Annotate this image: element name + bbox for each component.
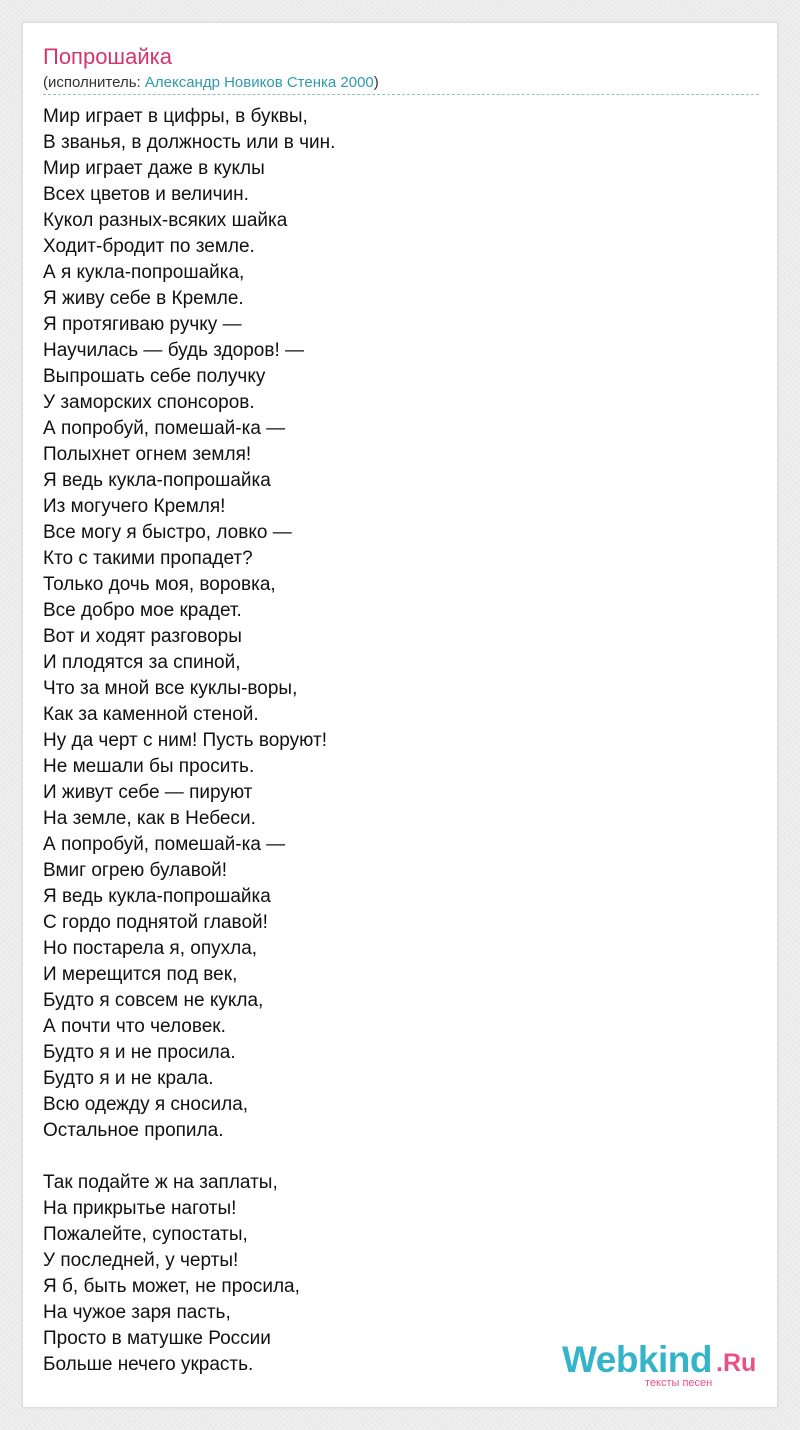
stanza-gap	[43, 1144, 743, 1170]
lyric-line: С гордо поднятой главой!	[43, 912, 268, 933]
lyrics-stanza-1	[43, 104, 743, 1144]
lyric-line: У заморских спонсоров.	[43, 392, 255, 413]
logo-tld: .Ru	[716, 1349, 757, 1377]
lyric-line: А попробуй, помешай-ка —	[43, 834, 286, 855]
lyric-line: Всех цветов и величин.	[43, 184, 249, 205]
lyric-line: Вот и ходят разговоры	[43, 626, 242, 647]
lyric-line: На земле, как в Небеси.	[43, 808, 256, 829]
lyric-line: Будто я и не крала.	[43, 1068, 214, 1089]
lyric-line: Мир играет даже в куклы	[43, 158, 265, 179]
title-divider	[43, 94, 759, 95]
lyric-line: Кукол разных-всяких шайка	[43, 210, 288, 231]
lyrics-card	[22, 22, 778, 1408]
lyric-line: Всю одежду я сносила,	[43, 1094, 249, 1115]
lyric-line: А почти что человек.	[43, 1016, 226, 1037]
lyrics-text	[43, 104, 743, 1378]
lyric-line: Я б, быть может, не просила,	[43, 1276, 300, 1297]
lyric-line: Как за каменной стеной.	[43, 704, 259, 725]
lyric-line: В званья, в должность или в чин.	[43, 132, 336, 153]
lyric-line: Полыхнет огнем земля!	[43, 444, 252, 465]
lyric-line: Кто с такими пропадет?	[43, 548, 253, 569]
lyric-line: Будто я совсем не кукла,	[43, 990, 264, 1011]
lyric-line: Что за мной все куклы-воры,	[43, 678, 298, 699]
lyric-line: Пожалейте, супостаты,	[43, 1224, 248, 1245]
lyric-line: Вмиг огрею булавой!	[43, 860, 228, 881]
lyric-line: У последней, у черты!	[43, 1250, 239, 1271]
lyric-line: А я кукла-попрошайка,	[43, 262, 245, 283]
lyric-line: Больше нечего украсть.	[43, 1354, 254, 1375]
lyric-line: Ну да черт с ним! Пусть воруют!	[43, 730, 327, 751]
lyric-line: Но постарела я, опухла,	[43, 938, 258, 959]
meta-prefix: (исполнитель:	[43, 74, 145, 91]
lyric-line: Только дочь моя, воровка,	[43, 574, 276, 595]
lyric-line: Не мешали бы просить.	[43, 756, 255, 777]
meta-suffix: )	[373, 74, 379, 91]
lyric-line: Будто я и не просила.	[43, 1042, 236, 1063]
lyric-line: И мерещится под век,	[43, 964, 238, 985]
lyric-line: А попробуй, помешай-ка —	[43, 418, 286, 439]
lyric-line: И живут себе — пируют	[43, 782, 253, 803]
lyric-line: Я ведь кукла-попрошайка	[43, 886, 271, 907]
webkind-logo[interactable]	[562, 1340, 772, 1394]
lyric-line: Выпрошать себе получку	[43, 366, 266, 387]
song-title: Попрошайка	[43, 44, 172, 69]
lyric-line: Я протягиваю ручку —	[43, 314, 242, 335]
lyric-line: Все могу я быстро, ловко —	[43, 522, 292, 543]
lyric-line: Остальное пропила.	[43, 1120, 224, 1141]
song-meta	[43, 74, 379, 92]
lyric-line: На чужое заря пасть,	[43, 1302, 231, 1323]
lyric-line: И плодятся за спиной,	[43, 652, 241, 673]
lyric-line: Мир играет в цифры, в буквы,	[43, 106, 308, 127]
lyric-line: На прикрытье наготы!	[43, 1198, 237, 1219]
lyric-line: Так подайте ж на заплаты,	[43, 1172, 278, 1193]
logo-tagline: тексты песен	[645, 1377, 713, 1389]
lyric-line: Научилась — будь здоров! —	[43, 340, 305, 361]
logo-wordmark: Webkind	[562, 1339, 712, 1380]
artist-link[interactable]: Александр Новиков Стенка 2000	[144, 74, 374, 91]
lyric-line: Из могучего Кремля!	[43, 496, 226, 517]
lyric-line: Я живу себе в Кремле.	[43, 288, 244, 309]
lyric-line: Я ведь кукла-попрошайка	[43, 470, 271, 491]
lyric-line: Просто в матушке России	[43, 1328, 271, 1349]
lyric-line: Все добро мое крадет.	[43, 600, 242, 621]
lyric-line: Ходит-бродит по земле.	[43, 236, 255, 257]
